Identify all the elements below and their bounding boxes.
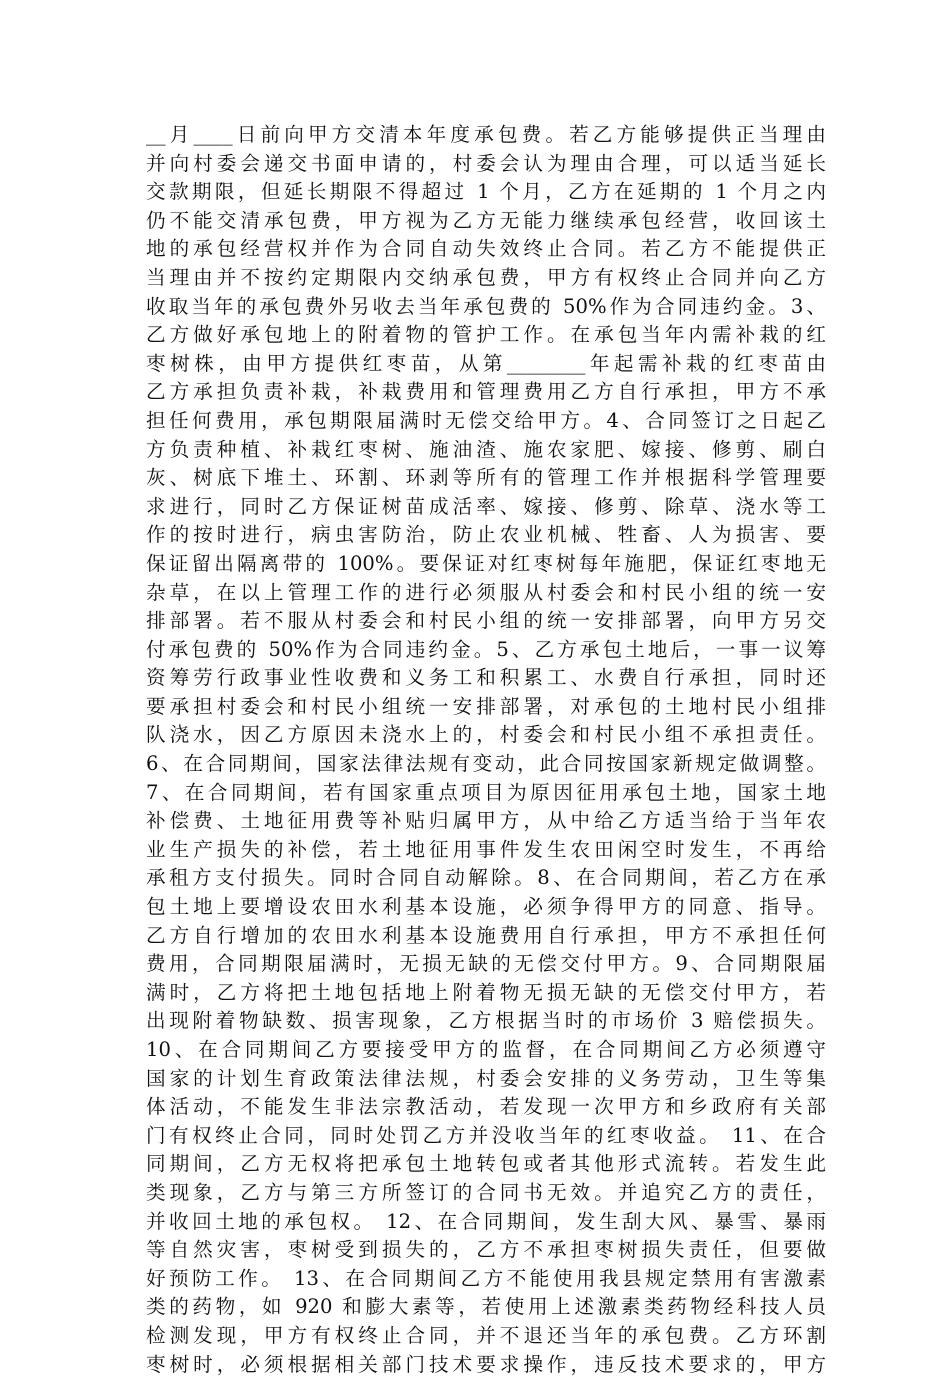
text-line: 并收回土地的承包权。 12、在合同期间，发生刮大风、暴雪、暴雨 <box>146 1209 826 1233</box>
text-line: 门有权终止合同，同时处罚乙方并没收当年的红枣收益。 11、在合 <box>146 1123 826 1147</box>
text-line: 当理由并不按约定期限内交纳承包费，甲方有权终止合同并向乙方 <box>146 265 826 289</box>
text-line: 乙方承担负责补栽，补栽费用和管理费用乙方自行承担，甲方不承 <box>146 380 826 404</box>
text-line: 满时，乙方将把土地包括地上附着物无损无缺的无偿交付甲方，若 <box>146 980 826 1004</box>
text-line: 交款期限，但延长期限不得超过 1 个月，乙方在延期的 1 个月之内 <box>146 180 826 204</box>
text-line: 好预防工作。 13、在合同期间乙方不能使用我县规定禁用有害激素 <box>146 1266 826 1290</box>
text-line: 枣树株，由甲方提供红枣苗，从第________年起需补栽的红枣苗由 <box>146 351 826 375</box>
text-line: 求进行，同时乙方保证树苗成活率、嫁接、修剪、除草、浇水等工 <box>146 494 826 518</box>
text-line: 同期间，乙方无权将把承包土地转包或者其他形式流转。若发生此 <box>146 1152 826 1176</box>
text-line: 承租方支付损失。同时合同自动解除。8、在合同期间，若乙方在承 <box>146 866 826 890</box>
text-line: 保证留出隔离带的 100%。要保证对红枣树每年施肥，保证红枣地无 <box>146 551 826 575</box>
text-line: 并向村委会递交书面申请的，村委会认为理由合理，可以适当延长 <box>146 151 826 175</box>
text-line: 收取当年的承包费外另收去当年承包费的 50%作为合同违约金。3、 <box>146 294 826 318</box>
text-line: 付承包费的 50%作为合同违约金。5、乙方承包土地后，一事一议筹 <box>146 637 826 661</box>
text-line: 出现附着物缺数、损害现象，乙方根据当时的市场价 3 赔偿损失。 <box>146 1009 826 1033</box>
text-line: 10、在合同期间乙方要接受甲方的监督，在合同期间乙方必须遵守 <box>146 1038 826 1061</box>
text-line: 体活动，不能发生非法宗教活动，若发现一次甲方和乡政府有关部 <box>146 1095 826 1119</box>
text-line: 6、在合同期间，国家法律法规有变动，此合同按国家新规定做调整。 <box>146 752 826 776</box>
text-line: 枣树时，必须根据相关部门技术要求操作，违反技术要求的，甲方 <box>146 1352 826 1376</box>
text-line: 乙方做好承包地上的附着物的管护工作。在承包当年内需补栽的红 <box>146 323 826 347</box>
text-line: 类的药物，如 920 和膨大素等，若使用上述激素类药物经科技人员 <box>146 1295 826 1319</box>
text-line: 类现象，乙方与第三方所签订的合同书无效。并追究乙方的责任， <box>146 1180 826 1204</box>
text-line: 乙方自行增加的农田水利基本设施费用自行承担，甲方不承担任何 <box>146 923 826 947</box>
text-line: 作的按时进行，病虫害防治，防止农业机械、牲畜、人为损害、要 <box>146 523 826 547</box>
text-line: 担任何费用，承包期限届满时无偿交给甲方。4、合同签订之日起乙 <box>146 408 826 432</box>
text-line: 队浇水，因乙方原因未浇水上的，村委会和村民小组不承担责任。 <box>146 723 826 747</box>
text-line: 方负责种植、补栽红枣树、施油渣、施农家肥、嫁接、修剪、刷白 <box>146 437 826 461</box>
contract-body-text <box>146 121 826 1379</box>
text-line: 业生产损失的补偿，若土地征用事件发生农田闲空时发生，不再给 <box>146 837 826 861</box>
text-line: 等自然灾害，枣树受到损失的，乙方不承担枣树损失责任，但要做 <box>146 1238 826 1262</box>
text-line: 包土地上要增设农田水利基本设施，必须争得甲方的同意、指导。 <box>146 895 826 919</box>
text-line: 补偿费、土地征用费等补贴归属甲方，从中给乙方适当给于当年农 <box>146 809 826 833</box>
text-line: 7、在合同期间，若有国家重点项目为原因征用承包土地，国家土地 <box>146 780 826 804</box>
text-line: 费用，合同期限届满时，无损无缺的无偿交付甲方。9、合同期限届 <box>146 952 826 976</box>
text-line: 检测发现，甲方有权终止合同，并不退还当年的承包费。乙方环割 <box>146 1323 826 1347</box>
text-line: 地的承包经营权并作为合同自动失效终止合同。若乙方不能提供正 <box>146 237 826 261</box>
text-line: __月____日前向甲方交清本年度承包费。若乙方能够提供正当理由 <box>146 123 826 146</box>
text-line: 资筹劳行政事业性收费和义务工和积累工、水费自行承担，同时还 <box>146 666 826 690</box>
text-line: 排部署。若不服从村委会和村民小组的统一安排部署，向甲方另交 <box>146 609 826 633</box>
text-line: 国家的计划生育政策法律法规，村委会安排的义务劳动，卫生等集 <box>146 1066 826 1090</box>
text-line: 灰、树底下堆土、环割、环剥等所有的管理工作并根据科学管理要 <box>146 466 826 490</box>
text-line: 要承担村委会和村民小组统一安排部署，对承包的土地村民小组排 <box>146 694 826 718</box>
text-line: 仍不能交清承包费，甲方视为乙方无能力继续承包经营，收回该土 <box>146 208 826 232</box>
text-line: 杂草，在以上管理工作的进行必须服从村委会和村民小组的统一安 <box>146 580 826 604</box>
